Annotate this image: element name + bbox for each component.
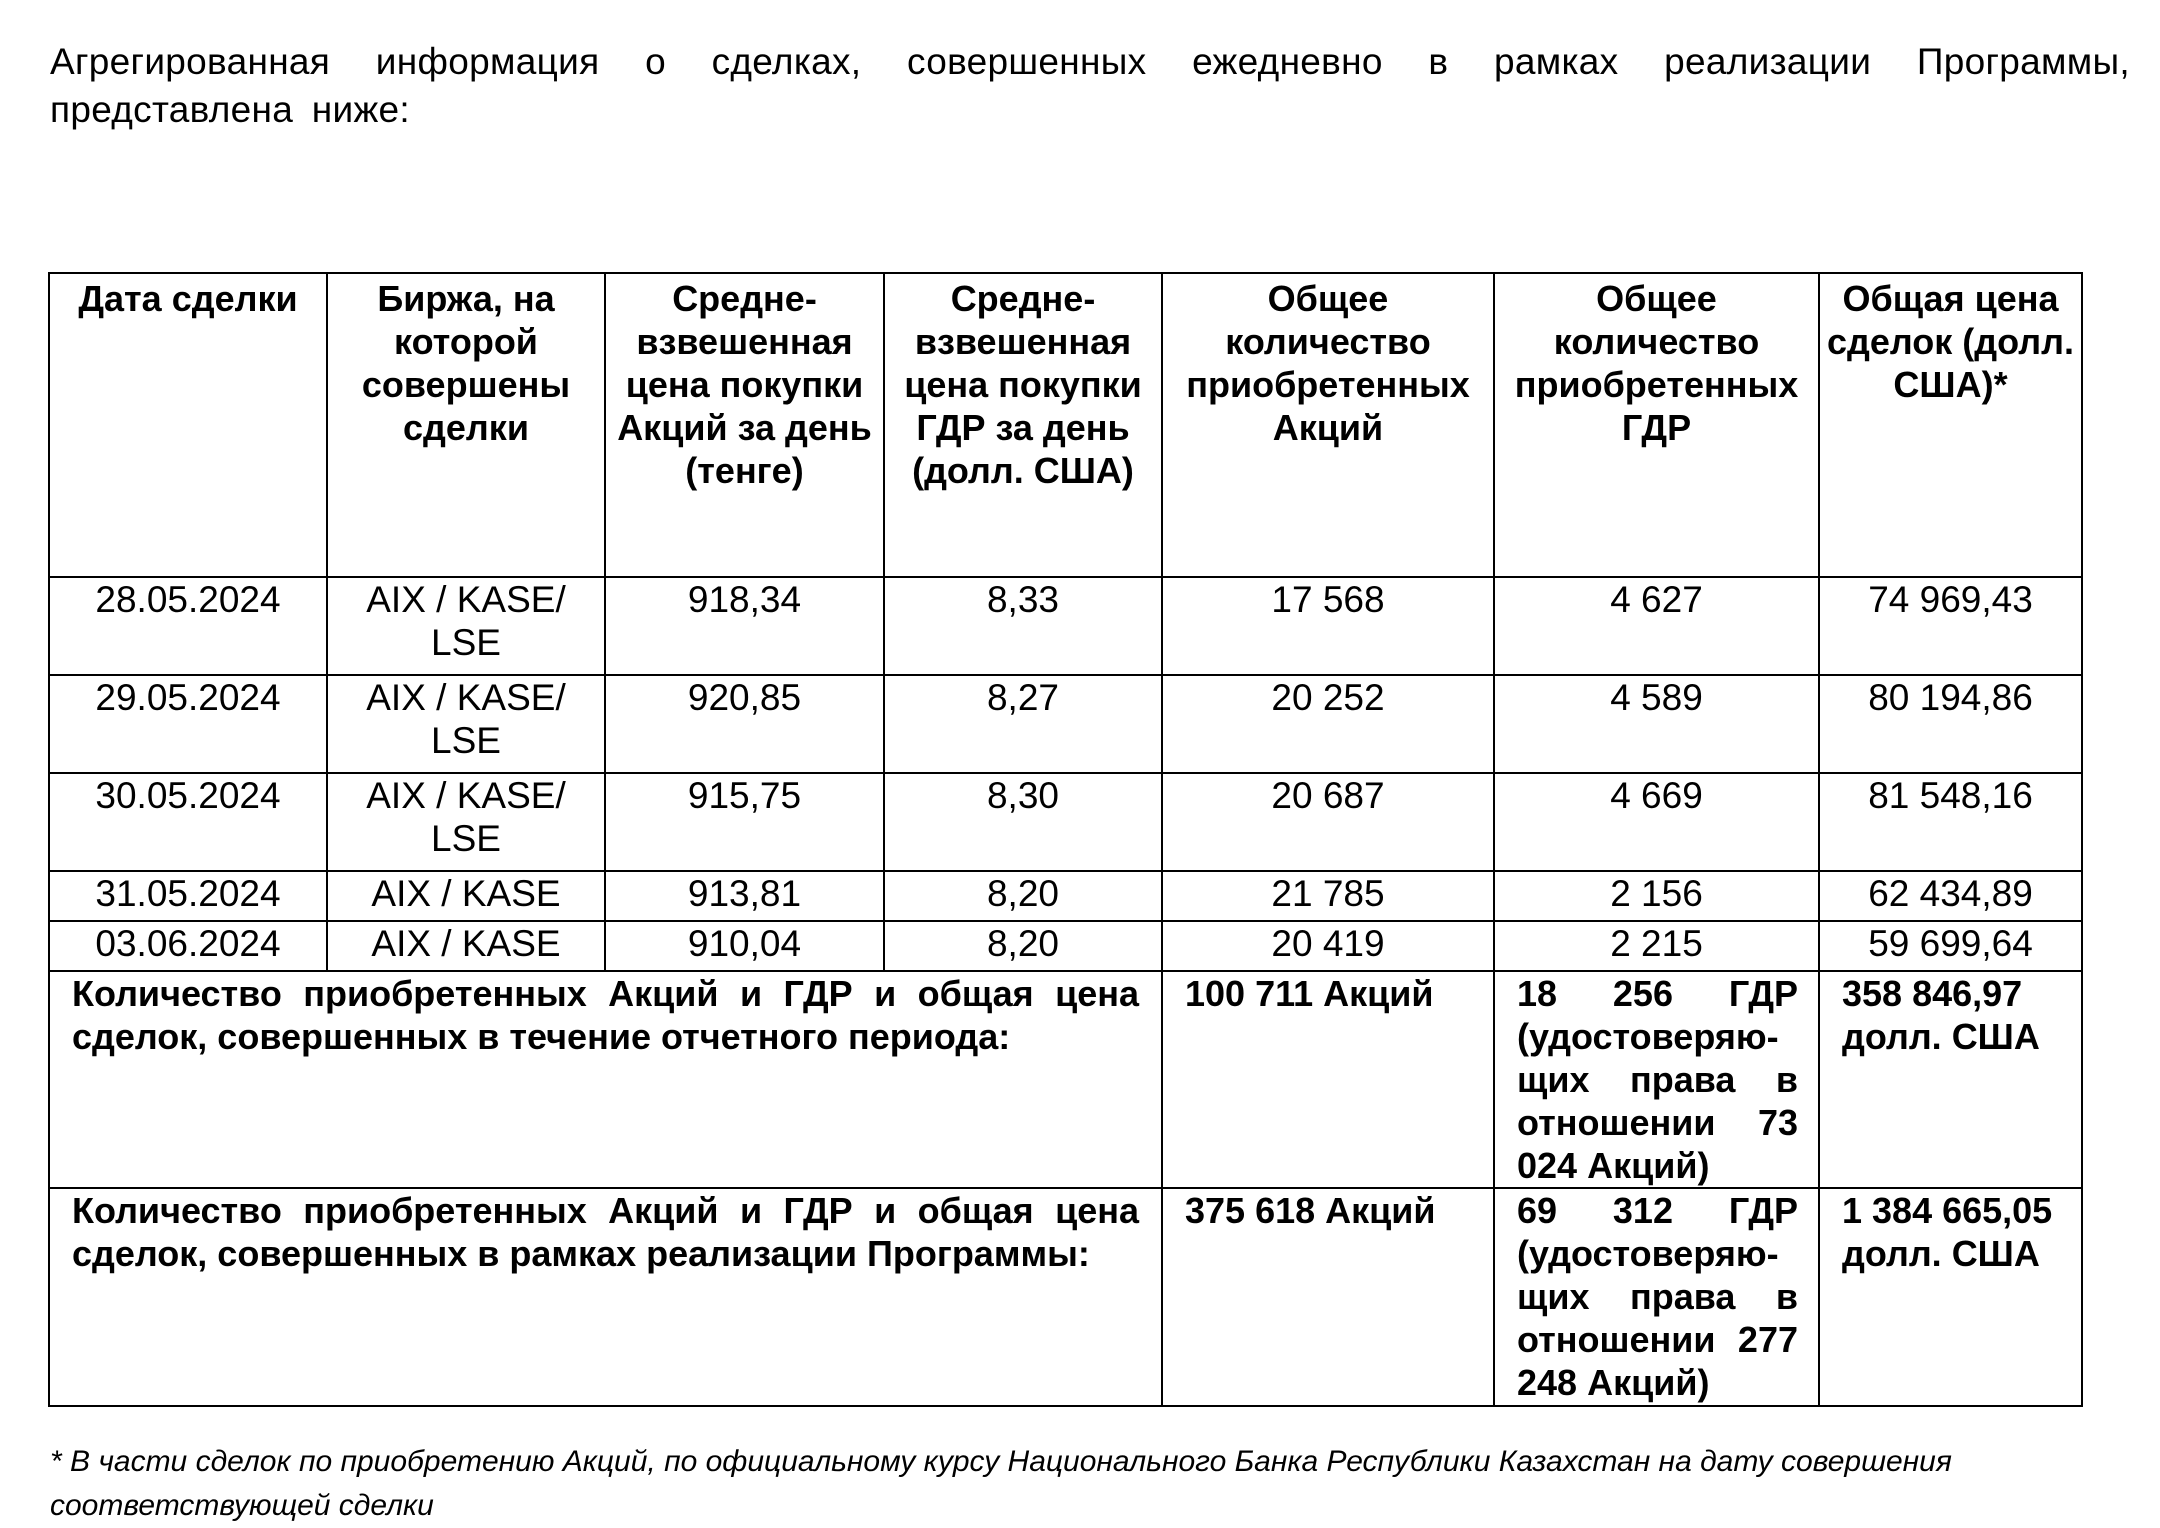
footnote: * В части сделок по приобретению Акций, по официальному курсу Национального Банка Республики Казахстан на дату совершения соответствующей сделки [50, 1445, 1952, 1522]
summary-program-shares: 375 618 Акций [1162, 1188, 1494, 1406]
table-row [49, 577, 2082, 675]
header-gdr-price: Средне-взвешенная цена покупки ГДР за день (долл. США) [884, 273, 1162, 577]
row-gdr-price: 8,33 [884, 577, 1162, 675]
row-shares: 20 419 [1162, 921, 1494, 971]
row-total: 59 699,64 [1819, 921, 2082, 971]
row-date: 31.05.2024 [49, 871, 327, 921]
row-total: 80 194,86 [1819, 675, 2082, 773]
row-share-price: 920,85 [605, 675, 884, 773]
row-shares: 20 252 [1162, 675, 1494, 773]
header-share-price: Средне-взвешенная цена покупки Акций за день (тенге) [605, 273, 884, 577]
header-shares-count: Общее количество приобретенных Акций [1162, 273, 1494, 577]
table-header-row [49, 273, 2082, 577]
header-total-price: Общая цена сделок (долл. США)* [1819, 273, 2082, 577]
table-row [49, 773, 2082, 871]
summary-period-shares: 100 711 Акций [1162, 971, 1494, 1188]
intro-paragraph: Агрегированная информация о сделках, совершенных ежедневно в рамках реализации Программы, представлена ниже: [50, 41, 2130, 130]
deals-table [48, 272, 2083, 1407]
row-gdr-price: 8,30 [884, 773, 1162, 871]
header-date: Дата сделки [49, 273, 327, 577]
summary-period-label: Количество приобретенных Акций и ГДР и общая цена сделок, совершенных в течение отчетного периода: [49, 971, 1162, 1188]
header-gdr-count: Общее количество приобретенных ГДР [1494, 273, 1819, 577]
row-gdr-price: 8,20 [884, 871, 1162, 921]
row-shares: 21 785 [1162, 871, 1494, 921]
row-exchange: AIX / KASE [327, 871, 605, 921]
row-date: 29.05.2024 [49, 675, 327, 773]
header-exchange: Биржа, на которой совершены сделки [327, 273, 605, 577]
row-gdrs: 4 589 [1494, 675, 1819, 773]
row-date: 03.06.2024 [49, 921, 327, 971]
row-share-price: 918,34 [605, 577, 884, 675]
summary-period-row [49, 971, 2082, 1188]
row-date: 30.05.2024 [49, 773, 327, 871]
table-row [49, 921, 2082, 971]
row-total: 62 434,89 [1819, 871, 2082, 921]
table-row [49, 871, 2082, 921]
row-share-price: 915,75 [605, 773, 884, 871]
row-share-price: 913,81 [605, 871, 884, 921]
row-exchange: AIX / KASE/ LSE [327, 675, 605, 773]
row-exchange: AIX / KASE [327, 921, 605, 971]
summary-program-label: Количество приобретенных Акций и ГДР и общая цена сделок, совершенных в рамках реализации Программы: [49, 1188, 1162, 1406]
summary-period-gdrs: 18 256 ГДР (удостоверяю-щих права в отношении 73 024 Акций) [1494, 971, 1819, 1188]
row-share-price: 910,04 [605, 921, 884, 971]
row-gdr-price: 8,27 [884, 675, 1162, 773]
row-gdrs: 2 215 [1494, 921, 1819, 971]
row-gdrs: 2 156 [1494, 871, 1819, 921]
row-shares: 20 687 [1162, 773, 1494, 871]
summary-program-gdrs: 69 312 ГДР (удостоверяю-щих права в отношении 277 248 Акций) [1494, 1188, 1819, 1406]
row-gdrs: 4 627 [1494, 577, 1819, 675]
row-date: 28.05.2024 [49, 577, 327, 675]
row-total: 74 969,43 [1819, 577, 2082, 675]
summary-period-total: 358 846,97 долл. США [1819, 971, 2082, 1188]
row-gdrs: 4 669 [1494, 773, 1819, 871]
row-total: 81 548,16 [1819, 773, 2082, 871]
table-row [49, 675, 2082, 773]
summary-program-row [49, 1188, 2082, 1406]
row-exchange: AIX / KASE/ LSE [327, 577, 605, 675]
row-shares: 17 568 [1162, 577, 1494, 675]
row-gdr-price: 8,20 [884, 921, 1162, 971]
row-exchange: AIX / KASE/ LSE [327, 773, 605, 871]
summary-program-total: 1 384 665,05 долл. США [1819, 1188, 2082, 1406]
